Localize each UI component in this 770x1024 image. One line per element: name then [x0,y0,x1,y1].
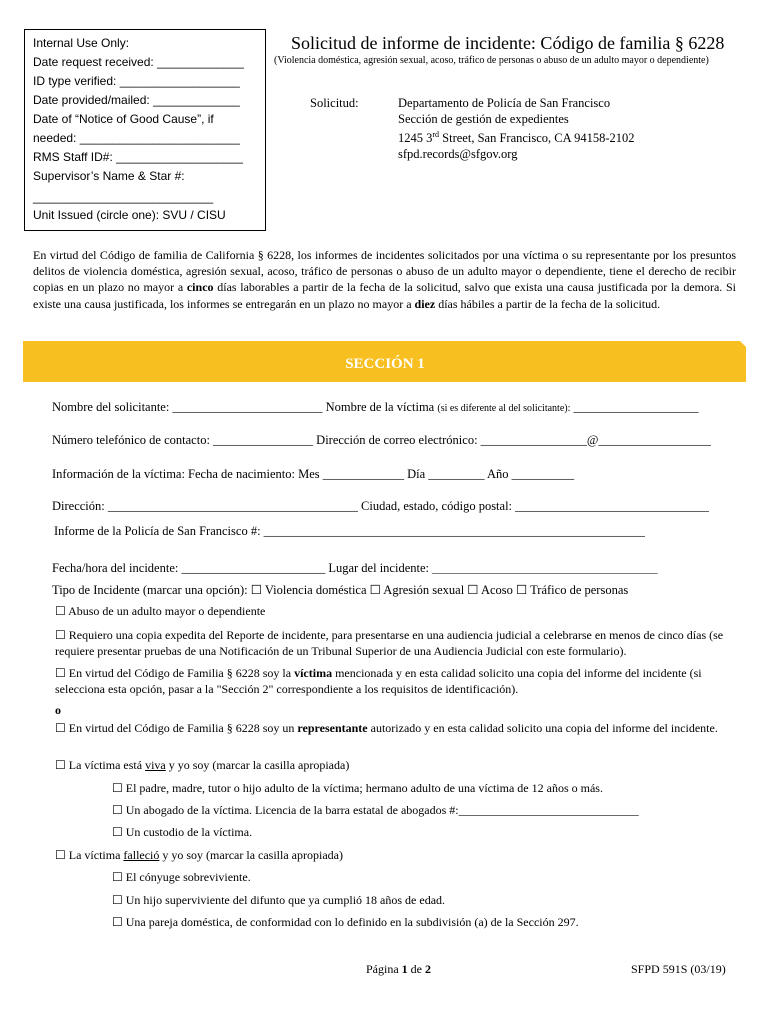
contact-email-row[interactable]: Número telefónico de contacto: ________________ Dirección de correo electrónico: _________________@__________________ [52,433,711,447]
representative-checkbox[interactable]: ☐ En virtud del Código de Familia § 6228 soy un representante autorizado y en esta calidad solicito una copia del informe del incidente. [55,721,718,735]
parent-guardian-checkbox[interactable]: ☐ El padre, madre, tutor o hijo adulto de la víctima; hermano adulto de una víctima de 12 años o más. [112,781,603,795]
supervisor-label: Supervisor’s Name & Star #: [33,169,185,183]
intro-paragraph: En virtud del Código de familia de California § 6228, los informes de incidentes solicitados por una víctima o su representante por los presuntos delitos de violencia doméstica, agresión sexual, acoso, tráfico de personas o abuso de un adulto mayor o dependiente, tiene el derecho de recibir copias en un plazo no mayor a cinco días laborables a partir de la fecha de la solicitud, salvo que exista una causa justificada por la demora. Si existe una causa justificada, los informes se entregarán en un plazo no mayor a diez días hábiles a partir de la fecha de la solicitud. [33,248,737,311]
custodian-checkbox[interactable]: ☐ Un custodio de la víctima. [112,825,253,839]
incident-type-row[interactable]: Tipo de Incidente (marcar una opción): ☐ Violencia doméstica ☐ Agresión sexual ☐ Acoso ☐ Tráfico de personas [52,583,629,597]
request-label: Solicitud: [310,96,359,110]
page-number: Página 1 de 2 [366,962,431,976]
internal-use-heading: Internal Use Only: [33,36,130,50]
domestic-partner-checkbox[interactable]: ☐ Una pareja doméstica, de conformidad con lo definido en la subdivisión (a) de la Sección 297. [112,915,579,929]
notice-good-cause-field[interactable]: needed: ________________________ [33,131,240,145]
victim-checkbox[interactable]: ☐ En virtud del Código de Familia § 6228 soy la víctima mencionada y en esta calidad solicito una copia del informe del incidente (si selecciona esta opción, pasar a la "Sección 2" correspondiente a los requisitos de identificación). [55,666,702,696]
or-label: o [55,703,61,717]
date-provided-field[interactable]: Date provided/mailed: _____________ [33,93,240,107]
victim-deceased-checkbox[interactable]: ☐ La víctima falleció y yo soy (marcar la casilla apropiada) [55,848,343,862]
surviving-spouse-checkbox[interactable]: ☐ El cónyuge sobreviviente. [112,870,251,884]
supervisor-field[interactable]: ___________________________ [33,190,214,204]
address-line-1: Departamento de Policía de San Francisco [398,96,611,110]
address-block [398,96,635,162]
attorney-checkbox[interactable]: ☐ Un abogado de la víctima. Licencia de la barra estatal de abogados #:______________________________ [112,803,639,817]
document-subtitle: (Violencia doméstica, agresión sexual, acoso, tráfico de personas o abuso de un adulto mayor o dependiente) [274,55,709,66]
notice-good-cause-label: Date of “Notice of Good Cause”, if [33,112,214,126]
victim-alive-checkbox[interactable]: ☐ La víctima está viva y yo soy (marcar la casilla apropiada) [55,758,350,772]
elder-abuse-checkbox[interactable]: ☐ Abuso de un adulto mayor o dependiente [55,604,266,618]
id-type-verified-field[interactable]: ID type verified: __________________ [33,74,240,88]
victim-birthdate-row[interactable]: Información de la víctima: Fecha de nacimiento: Mes _____________ Día _________ Año __________ [52,467,575,481]
address-row[interactable]: Dirección: ________________________________________ Ciudad, estado, código postal: _______________________________ [52,499,709,513]
date-request-received-field[interactable]: Date request received: _____________ [33,55,244,69]
banner-corner [740,341,746,347]
form-id: SFPD 591S (03/19) [631,962,726,976]
applicant-victim-name-row[interactable]: Nombre del solicitante: ________________________ Nombre de la víctima (si es diferente al del solicitante): ____________________ [52,400,699,414]
expedited-copy-checkbox[interactable]: ☐ Requiero una copia expedita del Reporte de incidente, para presentarse en una audiencia judicial a celebrarse en menos de cinco días (se requiere presentar pruebas de una Notificación de un Tribunal Superior de una Audiencia Judicial con este formulario). [55,628,724,658]
police-report-number-row[interactable]: Informe de la Policía de San Francisco #: _____________________________________________________________ [54,524,645,538]
surviving-child-checkbox[interactable]: ☐ Un hijo superviviente del difunto que ya cumplió 18 años de edad. [112,893,446,907]
document-title: Solicitud de informe de incidente: Código de familia § 6228 [291,33,725,53]
rms-staff-id-field[interactable]: RMS Staff ID#: ___________________ [33,150,243,164]
section-1-title: SECCIÓN 1 [345,356,425,372]
address-line-2: Sección de gestión de expedientes [398,111,569,126]
incident-date-place-row[interactable]: Fecha/hora del incidente: _______________________ Lugar del incidente: _________________________________________ [52,561,658,575]
records-email-link[interactable]: sfpd.records@sfgov.org [398,146,518,161]
unit-issued-field[interactable]: Unit Issued (circle one): SVU / CISU [33,208,226,222]
internal-use-box [24,29,266,231]
address-line-3: 1245 3rd Street, San Francisco, CA 94158-2102 [398,130,635,146]
